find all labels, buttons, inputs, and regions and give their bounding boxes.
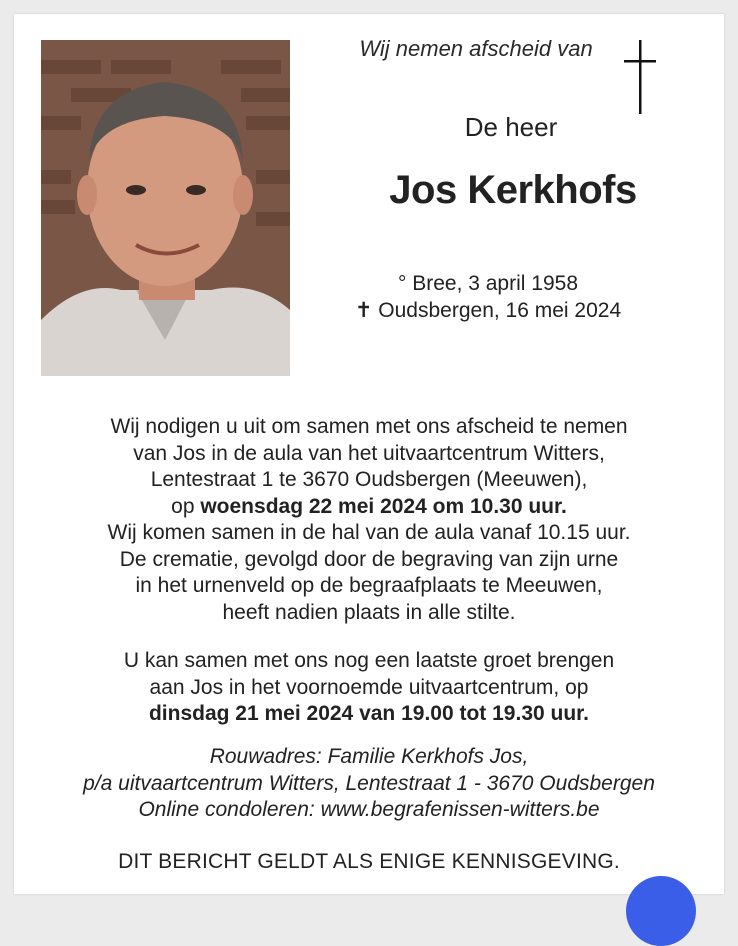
intro-text: Wij nemen afscheid van [359, 36, 593, 61]
funeral-home-address: p/a uitvaartcentrum Witters, Lentestraat 1 - 3670 Oudsbergen [83, 771, 655, 795]
invitation-prefix: op [171, 494, 201, 518]
life-dates [328, 270, 648, 324]
invitation-line: De crematie, gevolgd door de begraving van zijn urne [119, 547, 619, 571]
invitation-line: van Jos in de aula van het uitvaartcentrum Witters, [133, 441, 605, 465]
cross-icon [624, 40, 656, 114]
invitation-line: in het urnenveld op de begraafplaats te Meeuwen, [135, 574, 603, 597]
invitation-line: Lentestraat 1 te 3670 Oudsbergen (Meeuwen), [150, 468, 588, 491]
address-paragraph [0, 744, 738, 824]
birth-date: ° Bree, 3 april 1958 [397, 272, 578, 295]
deceased-name: Jos Kerkhofs [389, 168, 637, 212]
ceremony-datetime: woensdag 22 mei 2024 om 10.30 uur. [200, 494, 567, 518]
invitation-paragraph [0, 414, 738, 626]
invitation-line: Wij komen samen in de hal van de aula vanaf 10.15 uur. [107, 521, 631, 544]
visitation-line: U kan samen met ons nog een laatste groet brengen [123, 649, 615, 672]
notice-text: DIT BERICHT GELDT ALS ENIGE KENNISGEVING. [118, 850, 620, 873]
invitation-line: heeft nadien plaats in alle stilte. [222, 600, 516, 624]
visitation-line: aan Jos in het voornoemde uitvaartcentrum, op [149, 675, 589, 699]
portrait-image [41, 40, 290, 376]
visitation-paragraph [0, 648, 738, 728]
death-date: ✝ Oudsbergen, 16 mei 2024 [354, 299, 622, 322]
floating-action-button[interactable] [626, 876, 696, 946]
mourning-address: Rouwadres: Familie Kerkhofs Jos, [209, 745, 529, 768]
portrait-photo [41, 40, 290, 376]
invitation-line [0, 494, 738, 521]
honorific-title: De heer [464, 112, 558, 142]
visitation-datetime: dinsdag 21 mei 2024 van 19.00 tot 19.30 uur. [148, 702, 590, 725]
invitation-line: Wij nodigen u uit om samen met ons afscheid te nemen [110, 415, 628, 438]
online-condolence: Online condoleren: www.begrafenissen-witters.be [138, 798, 600, 821]
